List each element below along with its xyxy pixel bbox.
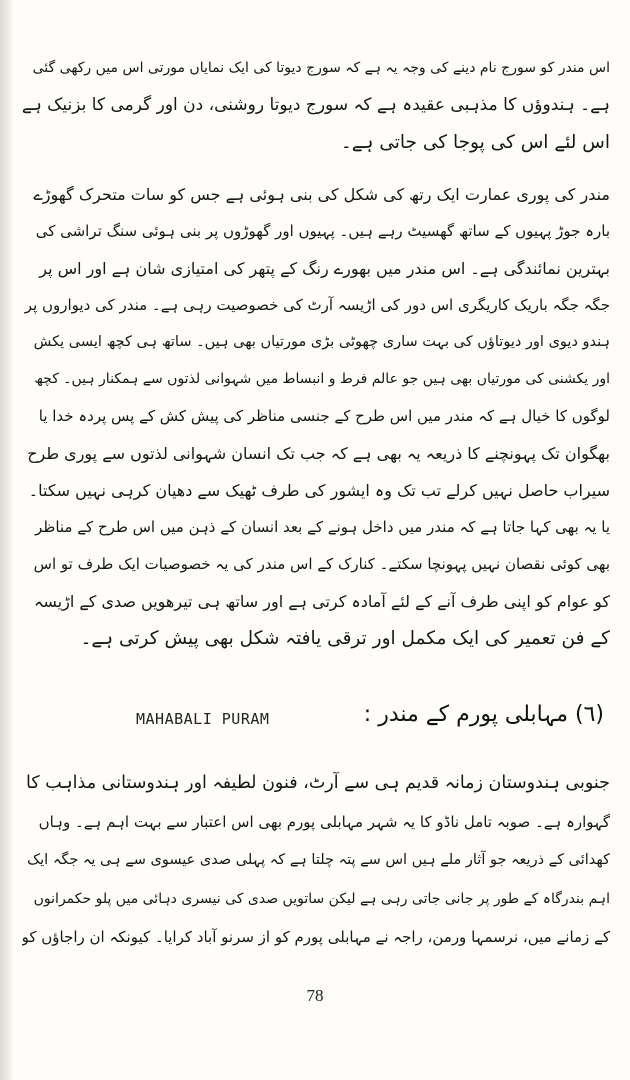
text-line: بھی کوئی نقصان نہیں پہونچا سکتے۔ کنارک کے اس مندر کی یہ خصوصیات ایک طرف تو اس	[33, 555, 610, 573]
paragraph-2	[22, 176, 610, 657]
text-line: سیراب حاصل نہیں کرلے تب تک وہ ایشور کی طرف ٹھیک سے دھیان کرہی نہیں سکتا۔	[28, 481, 610, 500]
page-number: 78	[306, 986, 324, 1005]
text-line: جگہ جگہ باریک کاریگری اس دور کی اڑیسہ آرٹ کی خصوصیت رہی ہے۔ مندر کی دیواروں پر	[24, 296, 610, 314]
text-line: اور یکشنی کی مورتیاں بھی ہیں جو عالم فرط و انبساط میں شہوانی لذتوں سے ہمکنار ہیں۔ کچھ	[34, 371, 610, 387]
paragraph-3	[22, 764, 610, 957]
text-line: مندر کی پوری عمارت ایک رتھ کی شکل کی بنی ہوئی ہے جس کو سات متحرک گھوڑے	[33, 185, 610, 204]
text-line: ہے۔ ہندوؤں کا مذہبی عقیدہ ہے کہ سورج دیوتا روشنی، دن اور گرمی کا بزنیک ہے	[22, 95, 610, 115]
section-heading-latin: MAHABALI PURAM	[136, 710, 270, 728]
text-line: کو عوام کو اپنی طرف آنے کے لئے آمادہ کرتی ہے اور ساتھ ہی تیرھویں صدی کے اڑیسہ	[34, 592, 610, 611]
text-line: گہوارہ ہے۔ صوبہ تامل ناڈو کا یہ شہر مہابلی پورم بھی اس اعتبار سے بہت اہم ہے۔ وہاں	[38, 812, 610, 831]
paragraph-1	[22, 50, 610, 161]
section-heading	[0, 700, 630, 744]
text-line: بارہ جوڑ پہیوں کے ساتھ گھسیٹ رہے ہیں۔ پہیوں اور گھوڑوں پر بنی ہوئی سنگ تراشی کی	[35, 222, 610, 240]
text-line: یا یہ بھی کہا جاتا ہے کہ مندر میں داخل ہونے کے بعد انسان کے ذہن میں اس طرح کے مناظر	[35, 518, 610, 536]
text-line: اس مندر کو سورج نام دینے کی وجہ یہ ہے کہ سورج دیوتا کی ایک نمایاں مورتی اس میں رکھی گئی	[32, 60, 610, 76]
text-line: بھگوان تک پہونچنے کا ذریعہ یہ بھی ہے کہ جب تک انسان شہوانی لذتوں سے پوری طرح	[27, 444, 610, 463]
text-line: بہترین نمائندگی ہے۔ اس مندر میں بھورے رنگ کے پتھر کی امتیازی شان ہے اور اس پر	[39, 259, 610, 278]
text-line: ہندو دیوی اور دیوتاؤں کی بہت ساری چھوٹی بڑی مورتیاں بھی ہیں۔ ساتھ ہی کچھ ایسی یکش	[33, 334, 610, 350]
text-line: جنوبی ہندوستان زمانہ قدیم ہی سے آرٹ، فنون لطیفہ اور ہندوستانی مذاہب کا	[26, 773, 610, 793]
text-line: اس لئے اس کی پوجا کی جاتی ہے۔	[340, 132, 610, 153]
section-heading-urdu: (٦) مہابلی پورم کے مندر :	[363, 702, 604, 727]
text-line: کے زمانے میں، نرسمہا ورمن، راجہ نے مہابلی پورم کو از سرنو آباد کرایا۔ کیونکہ ان راجاؤں کو	[22, 928, 610, 946]
text-line: اہم بندرگاہ کے طور پر جانی جاتی رہی ہے لیکن ساتویں صدی کی نیسری دہائی میں پلو حکمرانوں	[33, 890, 610, 907]
binding-gutter-shadow	[0, 0, 14, 1080]
text-line: کھدائی کے ذریعہ جو آثار ملے ہیں اس سے پتہ چلتا ہے کہ پہلی صدی عیسوی سے ہی یہ جگہ ایک	[27, 852, 610, 868]
text-line: لوگوں کا خیال ہے کہ مندر میں اس طرح کے جنسی مناظر کی پیش کش کے پس پردہ خدا یا	[38, 407, 610, 425]
text-line: کے فن تعمیر کی ایک مکمل اور ترقی یافتہ شکل بھی پیش کرتی ہے۔	[80, 628, 610, 649]
